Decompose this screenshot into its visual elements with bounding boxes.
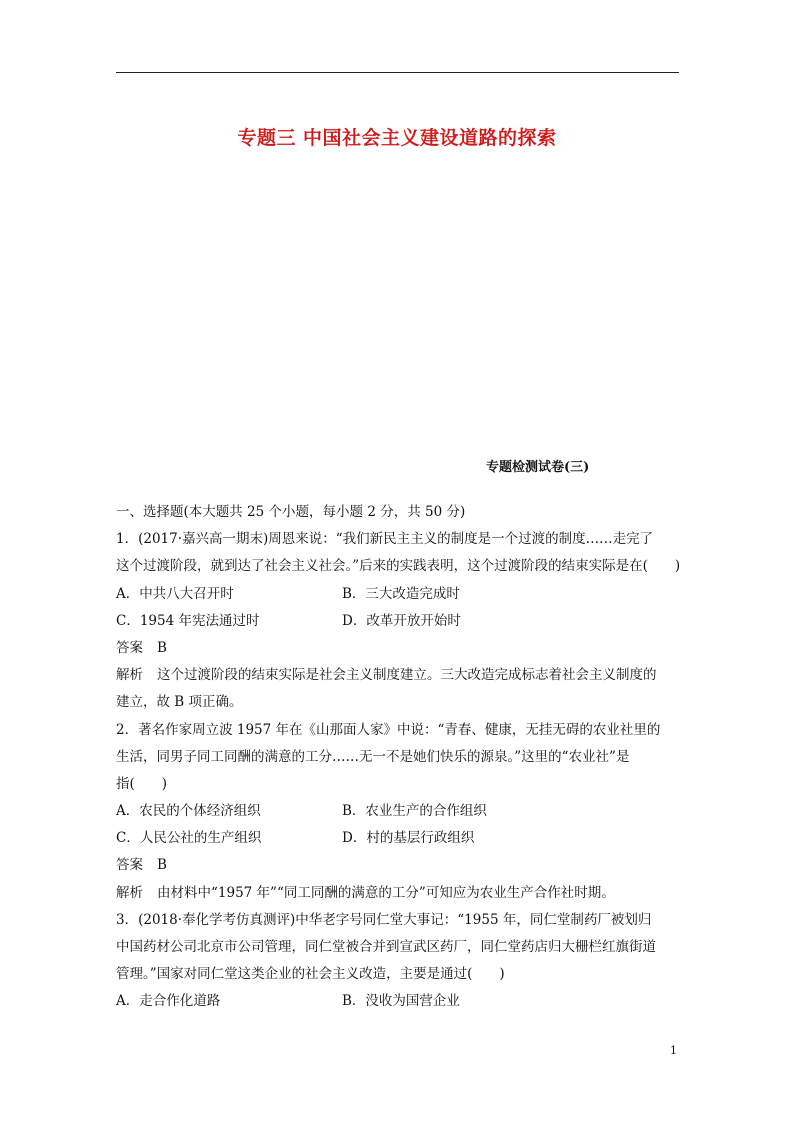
answer-label: 答案 — [116, 639, 143, 656]
option-d: D．改革开放开始时 — [342, 612, 461, 629]
analysis-label: 解析 — [116, 884, 143, 901]
analysis-text-line: 建立，故 B 项正确。 — [116, 694, 243, 711]
option-row — [116, 825, 684, 852]
question-stem-line: 生活，同男子同工同酬的满意的工分……无一不是她们快乐的源泉。”这里的“农业社”是 — [116, 748, 630, 765]
option-row — [116, 988, 684, 1015]
question-2 — [116, 717, 684, 907]
option-b: B．农业生产的合作组织 — [342, 803, 487, 820]
question-stem-line: 这个过渡阶段，就到达了社会主义社会。”后来的实践表明，这个过渡阶段的结束实际是在( ) — [116, 558, 681, 575]
option-row — [116, 581, 684, 608]
option-a: A．农民的个体经济组织 — [116, 803, 261, 820]
question-stem-line: 2．著名作家周立波 1957 年在《山那面人家》中说：“青春、健康，无挂无碍的农业社里的 — [116, 721, 661, 738]
analysis-line — [116, 662, 684, 689]
answer-line — [116, 635, 684, 662]
main-content — [116, 499, 684, 1016]
analysis-text: 这个过渡阶段的结束实际是社会主义制度建立。三大改造完成标志着社会主义制度的 — [157, 667, 657, 684]
option-b: B．三大改造完成时 — [342, 585, 460, 602]
option-d: D．村的基层行政组织 — [342, 830, 475, 847]
analysis-line — [116, 880, 684, 907]
option-row — [116, 798, 684, 825]
answer-line — [116, 852, 684, 879]
page-title: 专题三 中国社会主义建设道路的探索 — [237, 127, 557, 149]
question-stem-line: 3．(2018·奉化学考仿真测评)中华老字号同仁堂大事记：“1955 年，同仁堂制药厂被划归 — [116, 911, 652, 928]
question-1 — [116, 526, 684, 716]
option-row — [116, 608, 684, 635]
option-a: A．走合作化道路 — [116, 993, 221, 1010]
section-heading: 一、选择题(本大题共 25 个小题，每小题 2 分，共 50 分) — [116, 504, 466, 520]
answer-value: B — [157, 639, 167, 656]
page-subtitle: 专题检测试卷(三) — [486, 460, 590, 475]
question-stem-line: 中国药材公司北京市公司管理，同仁堂被合并到宣武区药厂，同仁堂药店归大栅栏红旗街道 — [116, 939, 656, 955]
option-a: A．中共八大召开时 — [116, 585, 234, 602]
answer-label: 答案 — [116, 857, 143, 874]
page-number: 1 — [670, 1044, 677, 1057]
option-c: C．人民公社的生产组织 — [116, 830, 262, 847]
question-stem-line: 指( ) — [116, 775, 168, 792]
analysis-label: 解析 — [116, 667, 143, 684]
option-c: C．1954 年宪法通过时 — [116, 612, 260, 629]
question-stem-line: 管理。”国家对同仁堂这类企业的社会主义改造，主要是通过( ) — [116, 966, 505, 983]
option-b: B．没收为国营企业 — [342, 993, 460, 1010]
header-rule — [116, 72, 679, 73]
question-stem-line: 1．(2017·嘉兴高一期末)周恩来说：“我们新民主主义的制度是一个过渡的制度……走完了 — [116, 531, 654, 548]
question-3 — [116, 907, 684, 1016]
answer-value: B — [157, 857, 167, 874]
analysis-text: 由材料中“1957 年”“同工同酬的满意的工分”可知应为农业生产合作社时期。 — [157, 884, 615, 901]
